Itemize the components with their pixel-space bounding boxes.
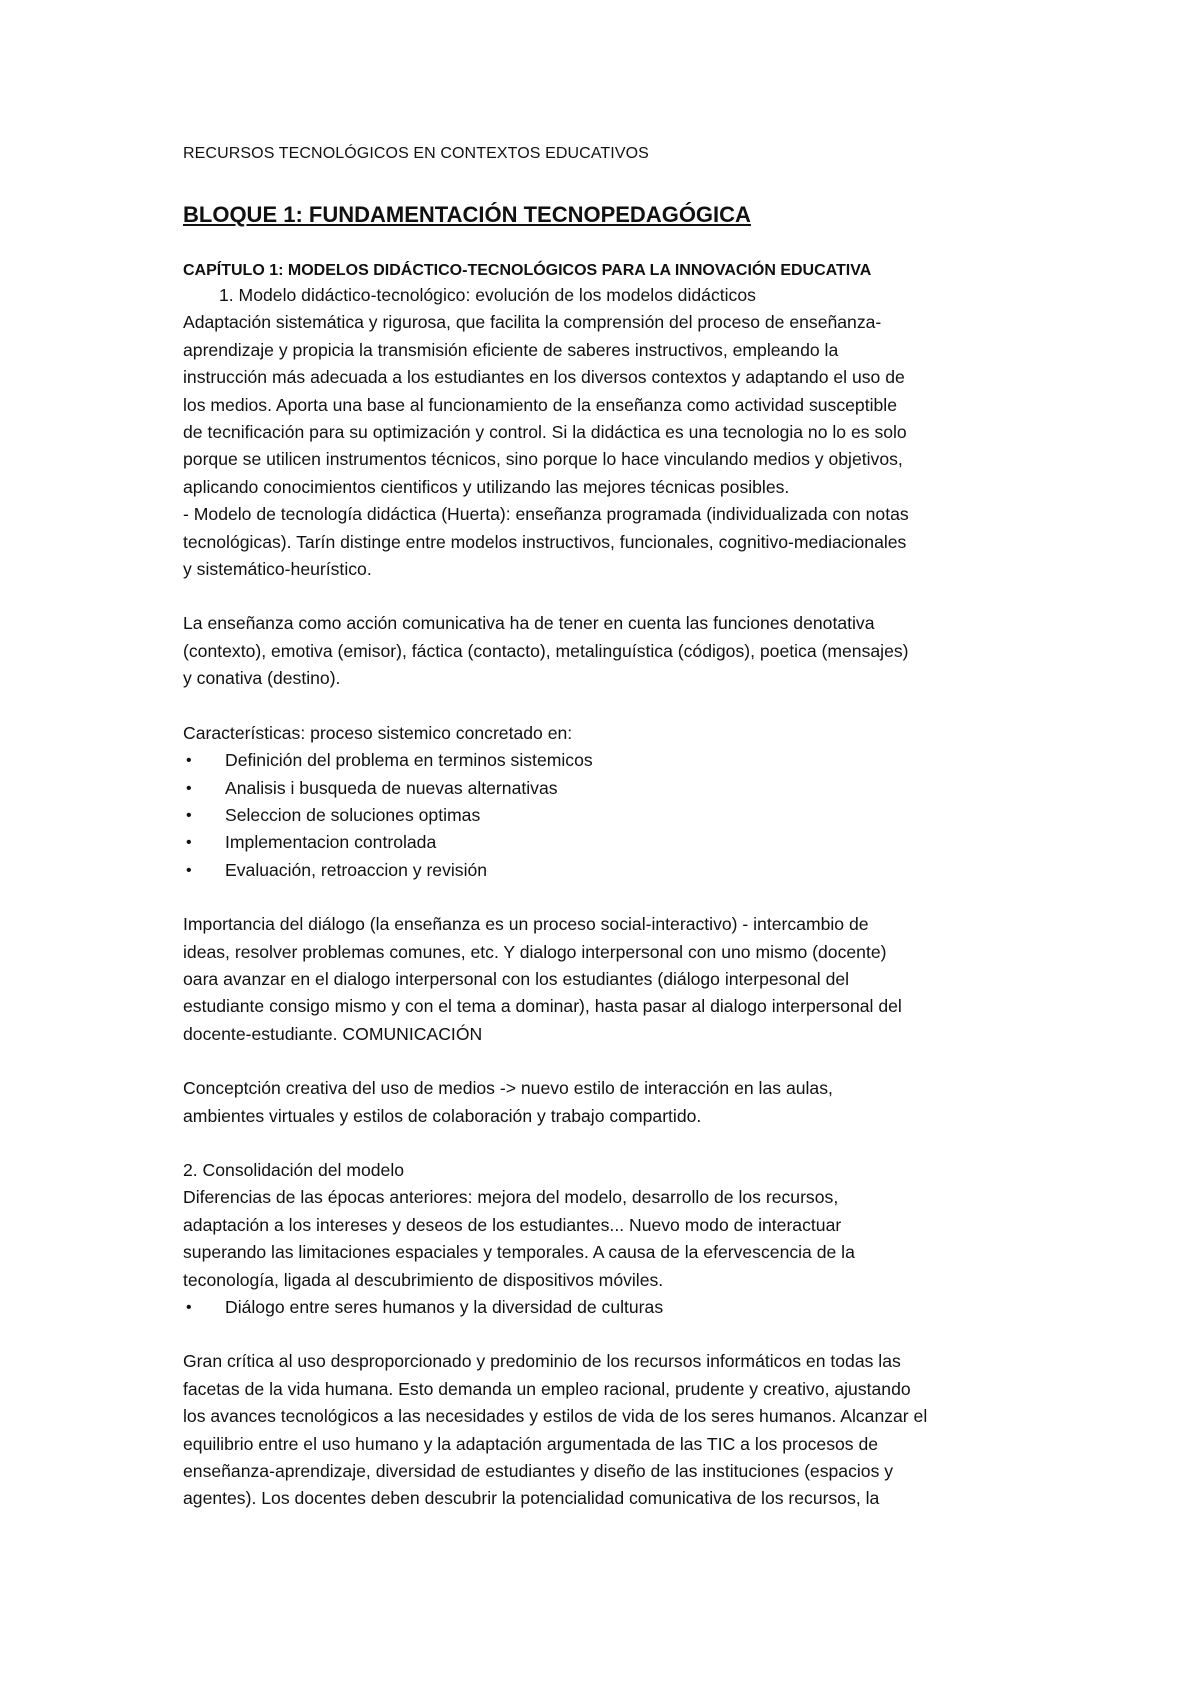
paragraph-line: facetas de la vida humana. Esto demanda un empleo racional, prudente y creativo, ajustando (183, 1378, 911, 1399)
document-content (183, 143, 1063, 1513)
paragraph-line: adaptación a los intereses y deseos de los estudiantes... Nuevo modo de interactuar (183, 1214, 842, 1235)
critique-paragraph (183, 1348, 1063, 1512)
bullet-icon: • (186, 834, 192, 852)
block-title: BLOQUE 1: FUNDAMENTACIÓN TECNOPEDAGÓGICA (183, 202, 751, 227)
bullet-icon: • (186, 752, 192, 770)
section-2-paragraph (183, 1184, 1063, 1294)
list-item: • Evaluación, retroaccion y revisión (183, 857, 1063, 884)
paragraph-gap (183, 884, 1063, 911)
paragraph-gap (183, 1048, 1063, 1075)
section-2-heading: 2. Consolidación del modelo (183, 1159, 405, 1180)
paragraph-line: oara avanzar en el dialogo interpersonal con los estudiantes (diálogo interpesonal del (183, 968, 850, 989)
paragraph-line: Importancia del diálogo (la enseñanza es un proceso social-interactivo) - intercambio de (183, 914, 869, 935)
characteristics-intro: Características: proceso sistemico concretado en: (183, 722, 573, 743)
dialogue-paragraph (183, 911, 1063, 1048)
list-item: • Definición del problema en terminos sistemicos (183, 747, 1063, 774)
paragraph-line: Adaptación sistemática y rigurosa, que facilita la comprensión del proceso de enseñanza- (183, 312, 882, 333)
paragraph-line: aprendizaje y propicia la transmisión eficiente de saberes instructivos, empleando la (183, 339, 839, 360)
section-1-paragraph (183, 309, 1063, 583)
conception-paragraph (183, 1075, 1063, 1130)
section-1-heading: 1. Modelo didáctico-tecnológico: evolución de los modelos didácticos (219, 285, 756, 305)
list-item: • Diálogo entre seres humanos y la diversidad de culturas (183, 1294, 1063, 1321)
paragraph-gap (183, 1130, 1063, 1157)
paragraph-line: La enseñanza como acción comunicativa ha de tener en cuenta las funciones denotativa (183, 613, 875, 634)
bullet-icon: • (186, 806, 192, 824)
list-item: • Implementacion controlada (183, 829, 1063, 856)
paragraph-line: (contexto), emotiva (emisor), fáctica (contacto), metalinguística (códigos), poetica (mensajes) (183, 640, 909, 661)
paragraph-line: enseñanza-aprendizaje, diversidad de estudiantes y diseño de las instituciones (espacios y (183, 1461, 894, 1482)
list-item: • Seleccion de soluciones optimas (183, 802, 1063, 829)
bullet-icon: • (186, 1299, 192, 1316)
paragraph-line: ambientes virtuales y estilos de colaboración y trabajo compartido. (183, 1105, 702, 1126)
bullet-icon: • (186, 779, 192, 797)
characteristics-list (183, 747, 1063, 884)
paragraph-line: tecnológicas). Tarín distinge entre modelos instructivos, funcionales, cognitivo-mediacionales (183, 531, 907, 552)
paragraph-line: Gran crítica al uso desproporcionado y predominio de los recursos informáticos en todas las (183, 1351, 901, 1372)
paragraph-line: teconología, ligada al descubrimiento de dispositivos móviles. (183, 1269, 664, 1290)
paragraph-line: ideas, resolver problemas comunes, etc. Y dialogo interpersonal con uno mismo (docente) (183, 941, 887, 962)
paragraph-line: los avances tecnológicos a las necesidades y estilos de vida de los seres humanos. Alcanzar el (183, 1406, 928, 1427)
paragraph-line: Diferencias de las épocas anteriores: mejora del modelo, desarrollo de los recursos, (183, 1187, 839, 1208)
paragraph-line: docente-estudiante. COMUNICACIÓN (183, 1023, 483, 1044)
paragraph-line: estudiante consigo mismo y con el tema a dominar), hasta pasar al dialogo interpersonal del (183, 996, 902, 1017)
document-title: RECURSOS TECNOLÓGICOS EN CONTEXTOS EDUCATIVOS (183, 145, 649, 162)
paragraph-line: - Modelo de tecnología didáctica (Huerta): enseñanza programada (individualizada con notas (183, 504, 909, 525)
paragraph-line: aplicando conocimientos cientificos y utilizando las mejores técnicas posibles. (183, 476, 790, 497)
communicative-paragraph (183, 610, 1063, 692)
paragraph-line: y sistemático-heurístico. (183, 559, 372, 580)
paragraph-line: y conativa (destino). (183, 668, 341, 689)
list-item: • Analisis i busqueda de nuevas alternativas (183, 775, 1063, 802)
chapter-title: CAPÍTULO 1: MODELOS DIDÁCTICO-TECNOLÓGICOS PARA LA INNOVACIÓN EDUCATIVA (183, 262, 872, 279)
paragraph-line: porque se utilicen instrumentos técnicos, sino porque lo hace vinculando medios y objetivos, (183, 449, 903, 470)
paragraph-line: equilibrio entre el uso humano y la adaptación argumentada de las TIC a los procesos de (183, 1433, 879, 1454)
paragraph-line: los medios. Aporta una base al funcionamiento de la enseñanza como actividad susceptible (183, 394, 897, 415)
paragraph-line: agentes). Los docentes deben descubrir la potencialidad comunicativa de los recursos, la (183, 1488, 880, 1509)
section-2-list (183, 1294, 1063, 1321)
bullet-icon: • (186, 861, 192, 879)
paragraph-gap (183, 583, 1063, 610)
paragraph-line: superando las limitaciones espaciales y temporales. A causa de la efervescencia de la (183, 1242, 855, 1263)
paragraph-gap (183, 693, 1063, 720)
paragraph-line: Conceptción creativa del uso de medios -> nuevo estilo de interacción en las aulas, (183, 1078, 833, 1099)
paragraph-line: instrucción más adecuada a los estudiantes en los diversos contextos y adaptando el uso de (183, 367, 905, 388)
paragraph-gap (183, 1321, 1063, 1348)
paragraph-line: de tecnificación para su optimización y control. Si la didáctica es una tecnologia no lo es solo (183, 422, 907, 443)
